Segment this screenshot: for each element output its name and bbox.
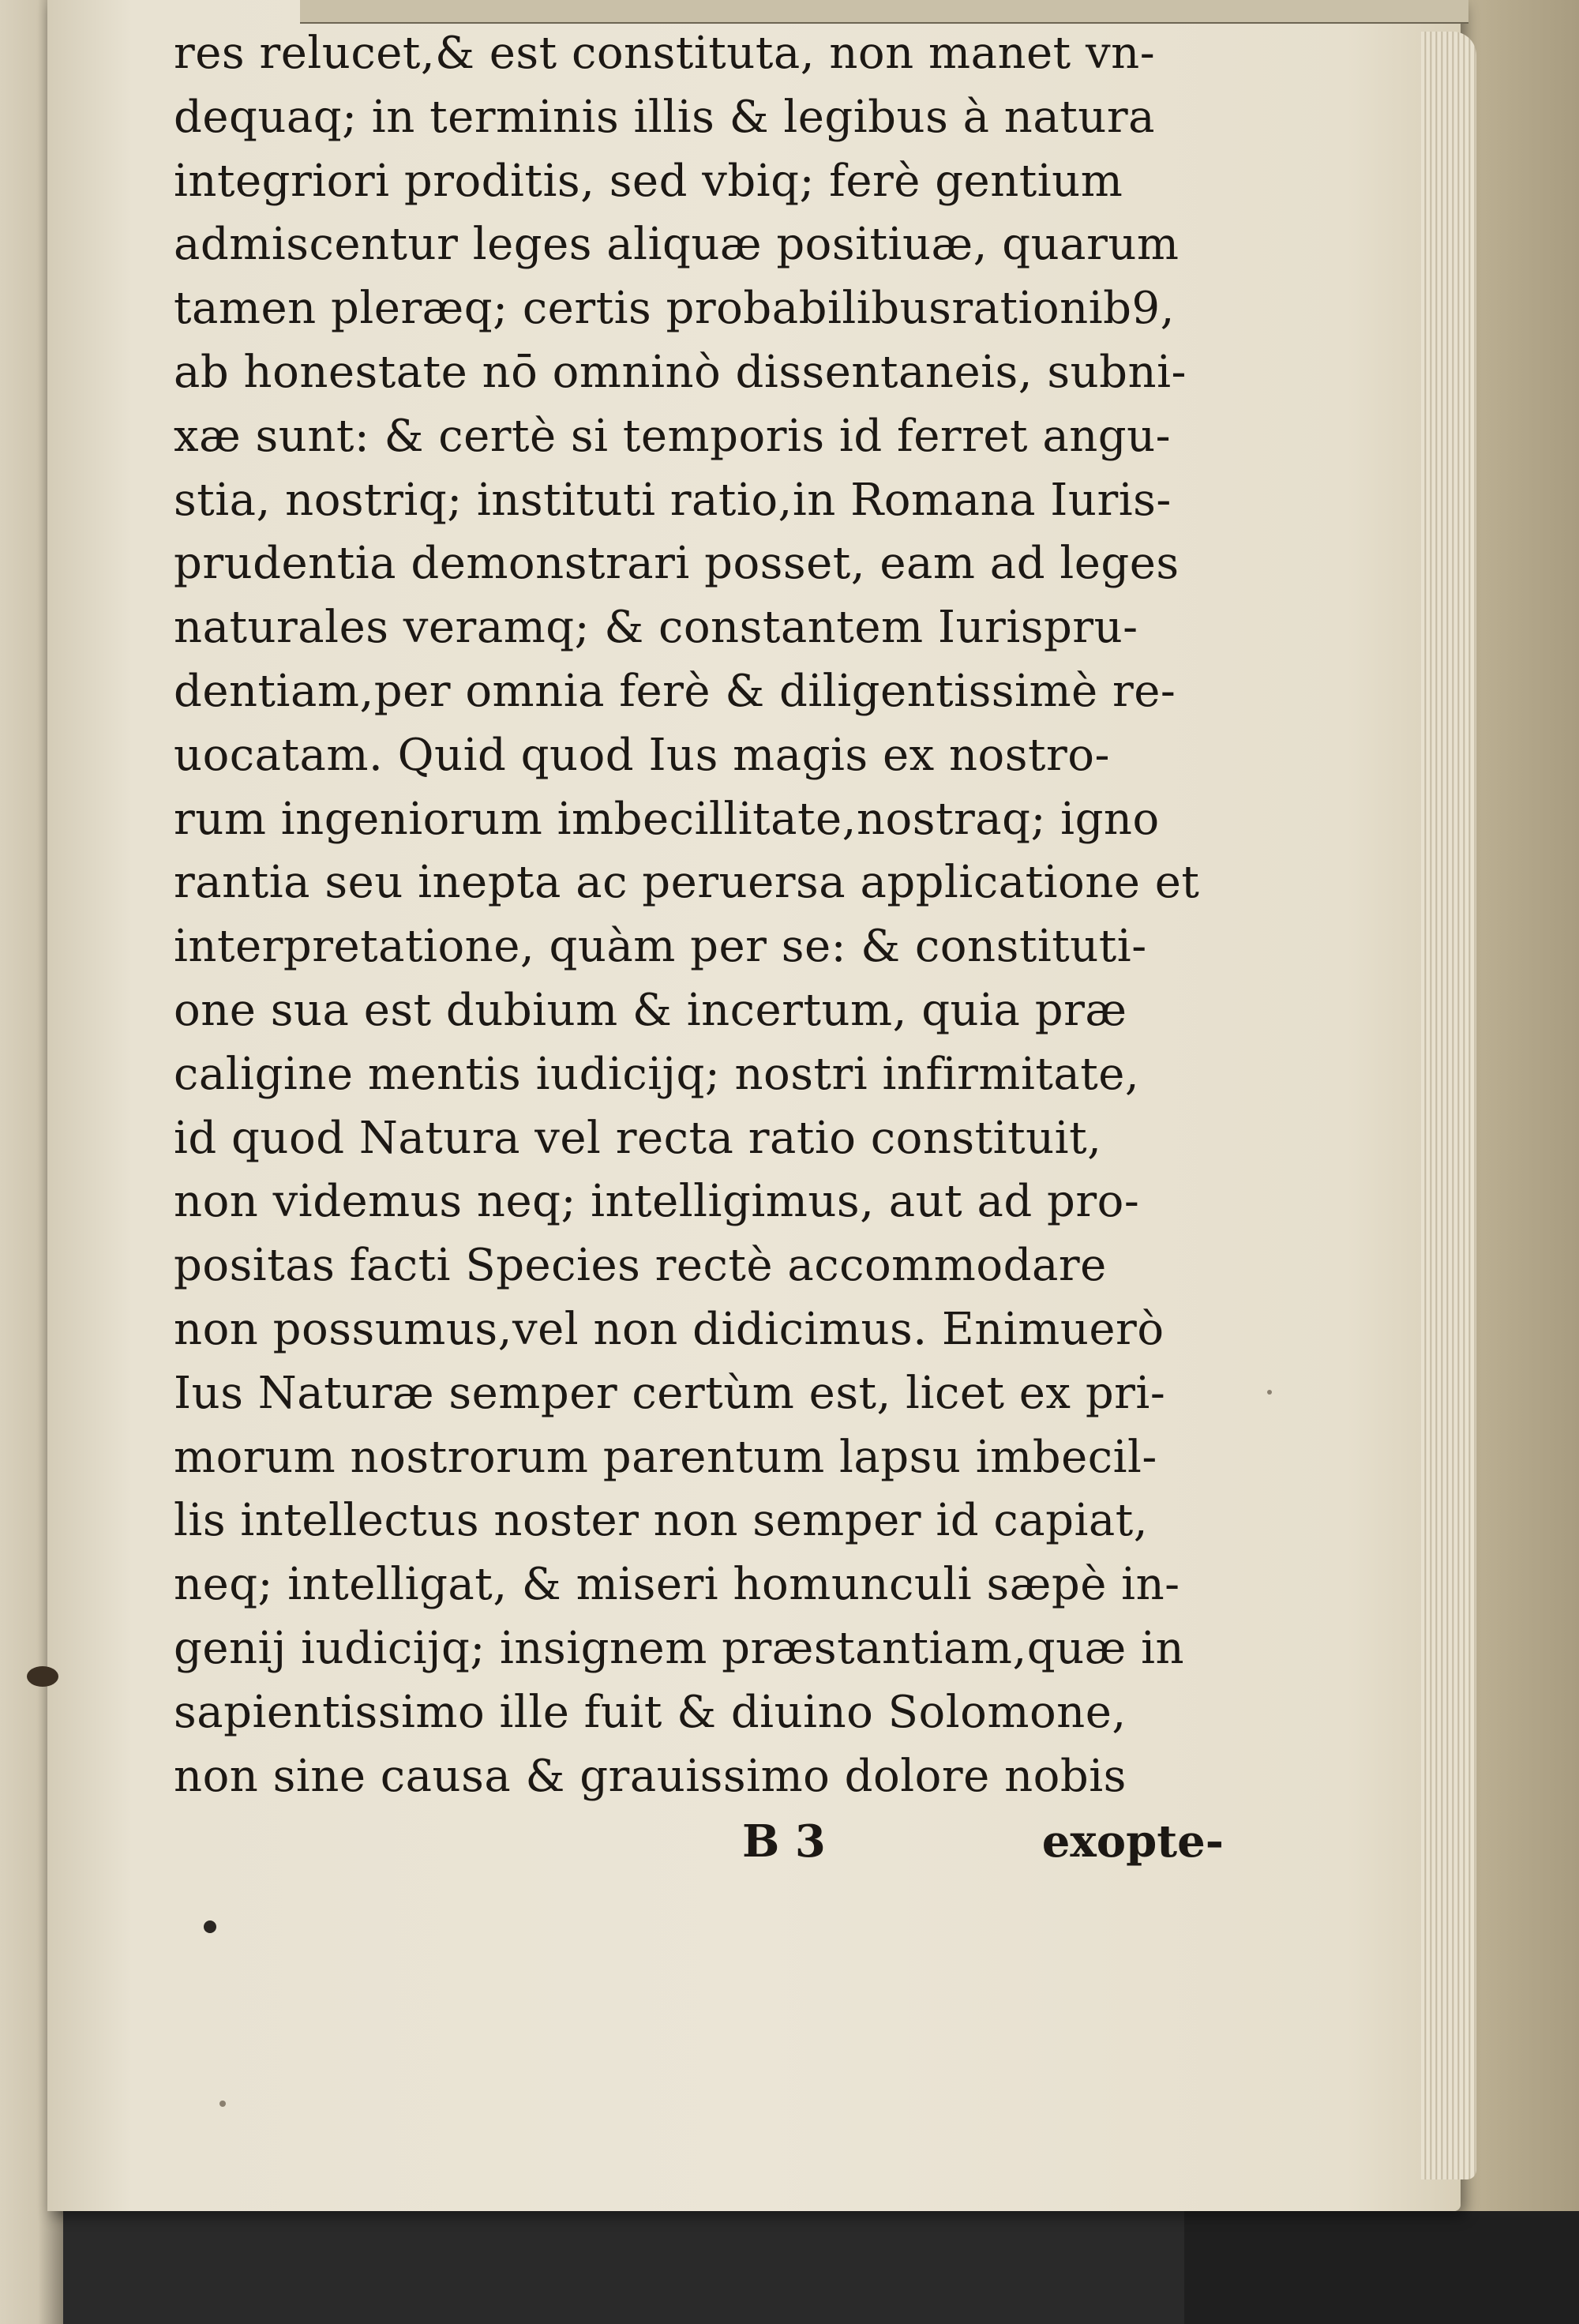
text-line: prudentia demonstrari posset, eam ad leges: [174, 538, 1180, 590]
text-line: xæ sunt: & certè si temporis id ferret angu-: [174, 410, 1172, 462]
signature-mark: B 3: [742, 1815, 826, 1868]
text-line: dequaq; in terminis illis & legibus à natura: [174, 91, 1155, 143]
text-line: naturales veramq; & constantem Iurispru-: [174, 602, 1138, 654]
text-line: non sine causa & grauissimo dolore nobis: [174, 1750, 1127, 1802]
foxing-speck: [219, 2101, 226, 2107]
page-footer: [174, 1810, 1224, 1873]
page-edges: [1421, 32, 1476, 2179]
text-line: positas facti Species rectè accommodare: [174, 1240, 1107, 1292]
text-line: interpretatione, quàm per se: & constituti-: [174, 921, 1147, 973]
text-line: rantia seu inepta ac peruersa applicatione et: [174, 857, 1200, 909]
hole-mark: [27, 1666, 58, 1687]
text-line: neq; intelligat, & miseri homunculi sæpè in-: [174, 1559, 1180, 1611]
catchword: exopte-: [1041, 1815, 1224, 1868]
text-line: ab honestate nō omninò dissentaneis, subni-: [174, 346, 1187, 398]
text-line: rum ingeniorum imbecillitate,nostraq; igno: [174, 793, 1160, 845]
text-line: genij iudicijq; insignem præstantiam,quæ in: [174, 1622, 1185, 1674]
foxing-speck: [1267, 1390, 1272, 1395]
text-line: lis intellectus noster non semper id capiat,: [174, 1495, 1149, 1547]
ink-speck: [204, 1920, 216, 1933]
text-line: non videmus neq; intelligimus, aut ad pro-: [174, 1176, 1140, 1228]
text-line: stia, nostriq; instituti ratio,in Romana Iuris-: [174, 474, 1172, 526]
text-line: id quod Natura vel recta ratio constituit,: [174, 1112, 1102, 1164]
text-line: sapientissimo ille fuit & diuino Solomone,: [174, 1686, 1127, 1738]
text-line: caligine mentis iudicijq; nostri infirmitate,: [174, 1048, 1140, 1100]
text-line: res relucet,& est constituta, non manet vn-: [174, 28, 1156, 79]
text-line: Ius Naturæ semper certùm est, licet ex pri-: [174, 1367, 1166, 1419]
main-text: [174, 22, 1224, 1808]
text-line: dentiam,per omnia ferè & diligentissimè re-: [174, 665, 1176, 717]
text-line: morum nostrorum parentum lapsu imbecil-: [174, 1431, 1157, 1483]
text-line: admiscentur leges aliquæ positiuæ, quarum: [174, 219, 1180, 271]
text-line: tamen pleræq; certis probabilibusrationib9,: [174, 283, 1175, 335]
text-line: one sua est dubium & incertum, quia præ: [174, 984, 1127, 1036]
background-shadow: [1184, 2211, 1579, 2324]
text-line: non possumus,vel non didicimus. Enimuerò: [174, 1303, 1165, 1355]
previous-leaf-strip: [300, 0, 1468, 24]
text-line: uocatam. Quid quod Ius magis ex nostro-: [174, 729, 1110, 781]
text-line: integriori proditis, sed vbiq; ferè gentium: [174, 155, 1123, 207]
